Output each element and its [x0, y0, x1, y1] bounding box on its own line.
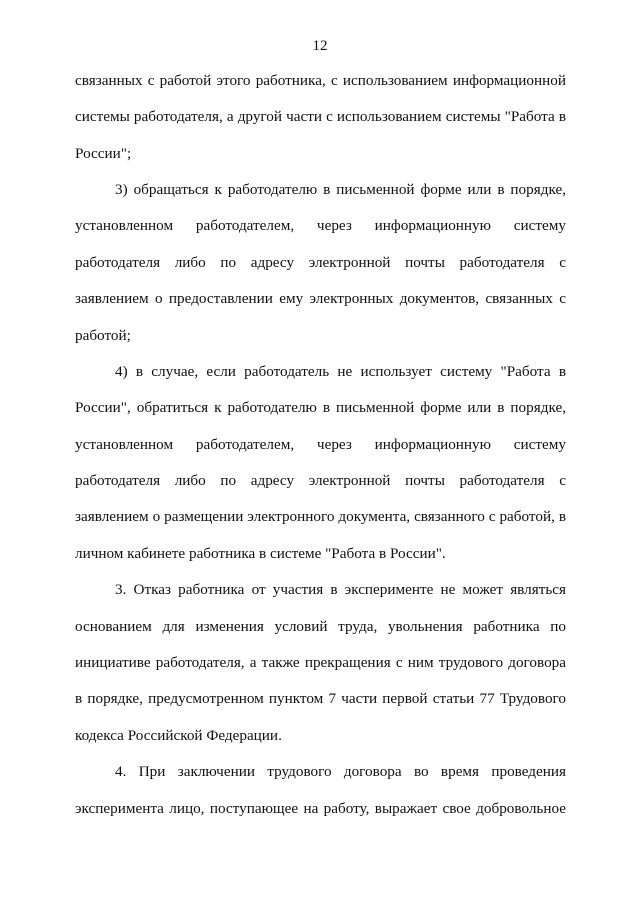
page-number: 12	[312, 38, 328, 54]
text-line: кодекса Российской Федерации.	[75, 727, 282, 744]
text-line: 3. Отказ работника от участия в эксперименте не может являться	[115, 581, 566, 598]
text-line: в порядке, предусмотренном пунктом 7 части первой статьи 77 Трудового	[75, 690, 566, 707]
text-line: работодателя либо по адресу электронной почты работодателя с	[75, 472, 566, 489]
text-line: связанных с работой этого работника, с использованием информационной	[75, 72, 566, 89]
text-line: 4. При заключении трудового договора во время проведения	[115, 763, 566, 780]
text-line: 4) в случае, если работодатель не использует систему "Работа в	[115, 363, 566, 380]
text-line: установленном работодателем, через информационную систему	[75, 217, 566, 234]
text-line: эксперимента лицо, поступающее на работу, выражает свое добровольное	[75, 800, 566, 817]
text-line: 3) обращаться к работодателю в письменной форме или в порядке,	[115, 181, 566, 198]
text-line: заявлением о размещении электронного документа, связанного с работой, в	[75, 508, 566, 525]
text-line: России";	[75, 145, 132, 162]
text-line: системы работодателя, а другой части с использованием системы "Работа в	[75, 108, 566, 125]
text-line: работой;	[75, 327, 131, 344]
text-line: установленном работодателем, через информационную систему	[75, 436, 566, 453]
text-line: России", обратиться к работодателю в письменной форме или в порядке,	[75, 399, 566, 416]
text-line: заявлением о предоставлении ему электронных документов, связанных с	[75, 290, 566, 307]
text-line: работодателя либо по адресу электронной почты работодателя с	[75, 254, 566, 271]
text-line: личном кабинете работника в системе "Работа в России".	[75, 545, 446, 562]
text-line: основанием для изменения условий труда, увольнения работника по	[75, 618, 566, 635]
text-line: инициативе работодателя, а также прекращения с ним трудового договора	[75, 654, 566, 671]
